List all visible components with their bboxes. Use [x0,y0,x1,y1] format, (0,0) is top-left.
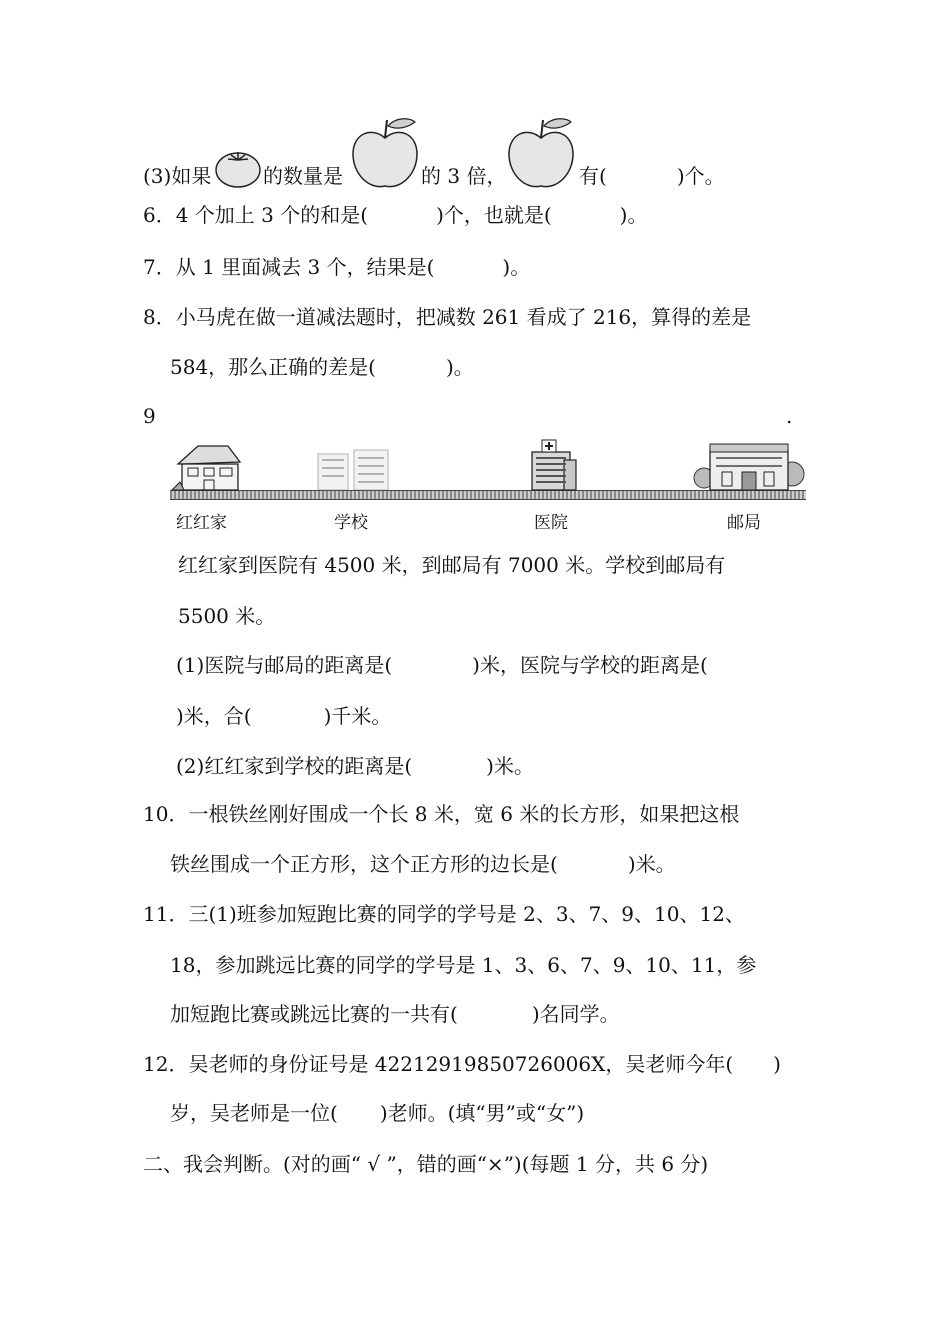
question-10-line-1 [143,800,739,828]
section-2-title [143,1150,708,1178]
q9-sub1-a: (1)医院与邮局的距离是( [176,653,393,677]
apple-icon [505,112,577,192]
place-label-hospital: 医院 [534,513,568,533]
place-label-school: 学校 [334,513,368,533]
q11-line3-b: )名同学。 [531,1002,620,1026]
q9-sub1-c: )米，合( [176,704,252,728]
question-6 [143,201,647,229]
q9-sub2-a: (2)红红家到学校的距离是( [176,754,413,778]
q5-3-middle [263,162,343,190]
q7-text-a: 7．从 1 里面减去 3 个，结果是( [143,255,435,279]
question-8-line-2 [170,353,474,381]
q10-line1: 10．一根铁丝刚好围成一个长 8 米，宽 6 米的长方形，如果把这根 [143,802,740,826]
q5-3-middle-text: 的数量是 [263,164,343,188]
place-label-home: 红红家 [176,513,227,533]
q9-desc-line-2 [178,602,275,630]
q12-line2-a: 岁，吴老师是一位( [170,1101,338,1125]
q9-sub1-b: )米，医院与学校的距离是( [472,653,708,677]
q12-line1-b: ) [773,1052,781,1076]
house-icon [170,442,246,492]
q7-text-b: )。 [502,255,531,279]
question-11-line-2 [170,951,756,979]
hospital-icon [526,436,580,492]
q5-3-prefix: (3)如果 [143,164,212,188]
question-12-line-1 [143,1050,781,1078]
q9-dot: . [786,404,793,428]
q9-desc1: 红红家到医院有 4500 米，到邮局有 7000 米。学校到邮局有 [178,553,726,577]
q10-line2-a: 铁丝围成一个正方形，这个正方形的边长是( [170,852,558,876]
q9-sub2-b: )米。 [486,754,534,778]
q5-3-has: 有( [579,164,607,188]
question-7 [143,253,530,281]
question-9-number [143,402,156,430]
q9-sub1-line-1 [176,651,708,679]
q9-desc-line-1 [178,551,725,579]
q5-3-line [143,162,211,190]
q9-sub2 [176,752,534,780]
q9-sub1-line-2 [176,702,391,730]
question-10-line-2 [170,850,676,878]
q8-line2-b: )。 [445,355,474,379]
q5-3-suffix: )个。 [676,164,725,188]
q5-3-times [421,162,506,190]
q9-number: 9 [143,404,156,428]
question-11-line-1 [143,900,745,928]
q8-line2-a: 584，那么正确的差是( [170,355,376,379]
question-8-line-1 [143,303,751,331]
q12-line2-b: )老师。(填“男”或“女”) [379,1101,585,1125]
q10-line2-b: )米。 [627,852,676,876]
q11-line2: 18，参加跳远比赛的同学的学号是 1、3、6、7、9、10、11，参 [170,953,757,977]
q6-text-c: )。 [619,203,648,227]
q9-desc2: 5500 米。 [178,604,276,628]
place-label-post-office: 邮局 [727,513,761,533]
question-11-line-3 [170,1000,620,1028]
q12-line1-a: 12．吴老师的身份证号是 42212919850726006X，吴老师今年( [143,1052,734,1076]
question-9-dot [786,402,792,430]
q6-text-b: )个，也就是( [436,203,552,227]
q6-text-a: 6．4 个加上 3 个的和是( [143,203,369,227]
q11-line3-a: 加短跑比赛或跳远比赛的一共有( [170,1002,458,1026]
tomato-icon [214,143,262,189]
apple-icon [349,112,421,192]
q9-sub1-d: )千米。 [323,704,392,728]
post-office-icon [692,440,806,492]
q5-3-times-text: 的 3 倍， [421,164,507,188]
q8-line1: 8．小马虎在做一道减法题时，把减数 261 看成了 216，算得的差是 [143,305,752,329]
q11-line1: 11．三(1)班参加短跑比赛的同学的学号是 2、3、7、9、10、12、 [143,902,745,926]
question-12-line-2 [170,1099,584,1127]
q5-3-answer [579,162,725,190]
section2-title-text: 二、我会判断。(对的画“ √ ”，错的画“×”)(每题 1 分，共 6 分) [143,1152,709,1176]
school-icon [314,444,392,492]
